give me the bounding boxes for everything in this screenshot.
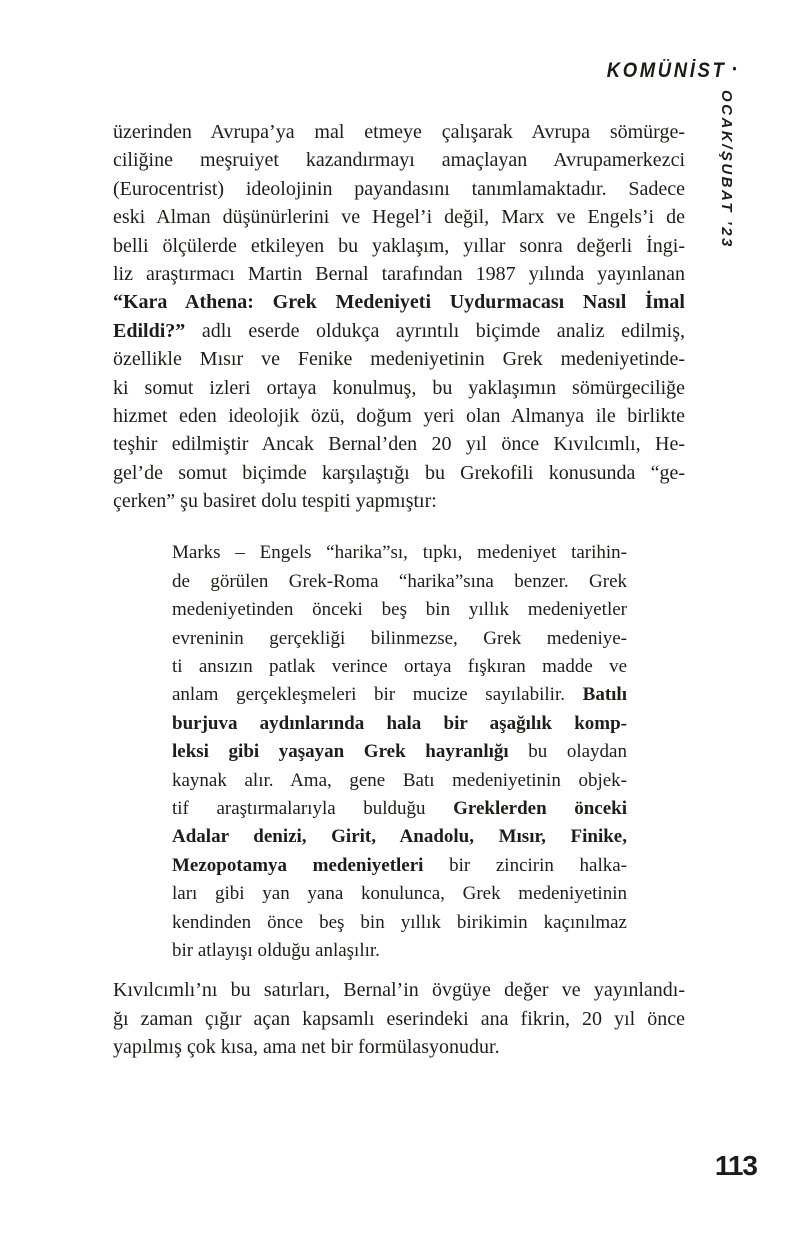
text-line — [172, 795, 627, 823]
text-segment: tif araştırmalarıyla bulduğu — [172, 797, 454, 819]
bold-text-segment: Edildi?” — [113, 319, 186, 342]
text-line — [113, 345, 685, 373]
text-line — [172, 681, 627, 709]
text-line — [172, 738, 627, 766]
text-line — [113, 288, 685, 316]
text-segment: teşhir edilmiştir Ancak Bernal’den 20 yıl önce Kıvılcımlı, He- — [113, 433, 685, 456]
text-line — [172, 625, 627, 653]
issue-date-vertical-label: OCAK/ŞUBAT ’23 — [718, 90, 735, 249]
text-segment: ğı zaman çığır açan kapsamlı eserindeki ana fikrin, 20 yıl önce — [113, 1007, 685, 1030]
text-segment: kendinden önce beş bin yıllık birikimin kaçınılmaz — [172, 911, 627, 933]
text-line — [113, 487, 685, 515]
text-line — [113, 1005, 685, 1033]
bold-text-segment: Batılı — [582, 684, 627, 706]
text-line — [113, 459, 685, 487]
bold-text-segment: burjuva aydınlarında hala bir aşağılık komp- — [172, 712, 627, 734]
text-segment: anlam gerçekleşmeleri bir mucize sayılabilir. — [172, 684, 583, 706]
article-text-column — [113, 118, 685, 1062]
bold-text-segment: Greklerden önceki — [453, 797, 627, 819]
text-segment: ları gibi yan yana konulunca, Grek medeniyetinin — [172, 883, 627, 905]
journal-masthead — [607, 59, 737, 83]
paragraph-container — [113, 118, 685, 1062]
text-line — [172, 710, 627, 738]
text-segment: bir atlayışı olduğu anlaşılır. — [172, 939, 380, 961]
text-line — [113, 146, 685, 174]
text-segment: liz araştırmacı Martin Bernal tarafından 1987 yılında yayınlanan — [113, 262, 685, 285]
text-line — [113, 374, 685, 402]
text-line — [172, 823, 627, 851]
text-segment: yapılmış çok kısa, ama net bir formülasyonudur. — [113, 1036, 500, 1059]
journal-title: KOMÜNİST — [607, 59, 727, 82]
text-line — [113, 232, 685, 260]
text-segment: özellikle Mısır ve Fenike medeniyetinin Grek medeniyetinde- — [113, 348, 685, 371]
text-segment: adlı eserde oldukça ayrıntılı biçimde analiz edilmiş, — [185, 319, 685, 342]
text-segment: medeniyetinden önceki beş bin yıllık medeniyetler — [172, 599, 627, 621]
bullet-separator-icon: • — [732, 61, 737, 76]
opening-paragraph — [113, 118, 685, 515]
text-segment: evreninin gerçekliği bilinmezse, Grek medeniye- — [172, 627, 627, 649]
text-line — [113, 118, 685, 146]
text-segment: çerken” şu basiret dolu tespiti yapmıştır: — [113, 490, 437, 513]
text-line — [172, 653, 627, 681]
text-line — [113, 260, 685, 288]
text-segment: bu olaydan — [508, 741, 627, 763]
text-line — [113, 1033, 685, 1061]
text-line — [172, 539, 627, 567]
bold-text-segment: “Kara Athena: Grek Medeniyeti Uydurmacası Nasıl İmal — [113, 291, 685, 314]
text-line — [172, 568, 627, 596]
text-line — [172, 767, 627, 795]
bold-text-segment: Mezopotamya medeniyetleri — [172, 854, 424, 876]
block-quote — [172, 539, 627, 965]
bold-text-segment: Adalar denizi, Girit, Anadolu, Mısır, Finike, — [172, 826, 627, 848]
text-segment: (Eurocentrist) ideolojinin payandasını tanımlamaktadır. Sadece — [113, 177, 685, 200]
text-line — [172, 909, 627, 937]
text-segment: bir zincirin halka- — [423, 854, 628, 876]
page-number: 113 — [714, 1150, 757, 1181]
text-line — [172, 596, 627, 624]
text-segment: belli ölçülerde etkileyen bu yaklaşım, yıllar sonra değerli İngi- — [113, 234, 685, 257]
text-segment: gel’de somut biçimde karşılaştığı bu Grekofili konusunda “ge- — [113, 461, 685, 484]
text-line — [172, 852, 627, 880]
text-segment: Marks – Engels “harika”sı, tıpkı, medeniyet tarihin- — [172, 542, 627, 564]
text-line — [113, 175, 685, 203]
text-line — [113, 430, 685, 458]
text-line — [172, 937, 627, 965]
text-segment: ciliğine meşruiyet kazandırmayı amaçlayan Avrupamerkezci — [113, 149, 685, 172]
text-segment: üzerinden Avrupa’ya mal etmeye çalışarak Avrupa sömürge- — [113, 121, 685, 143]
text-segment: ti ansızın patlak verince ortaya fışkıran madde ve — [172, 656, 627, 678]
text-segment: de görülen Grek-Roma “harika”sına benzer. Grek — [172, 570, 627, 592]
text-segment: hizmet eden ideolojik özü, doğum yeri olan Almanya ile birlikte — [113, 404, 685, 427]
text-line — [113, 317, 685, 345]
text-line — [113, 976, 685, 1004]
closing-paragraph — [113, 976, 685, 1061]
text-segment: kaynak alır. Ama, gene Batı medeniyetinin objek- — [172, 769, 627, 791]
text-segment: Kıvılcımlı’nı bu satırları, Bernal’in övgüye değer ve yayınlandı- — [113, 979, 685, 1002]
text-segment: eski Alman düşünürlerini ve Hegel’i değil, Marx ve Engels’i de — [113, 206, 685, 229]
text-line — [113, 402, 685, 430]
text-line — [172, 880, 627, 908]
bold-text-segment: leksi gibi yaşayan Grek hayranlığı — [172, 741, 509, 763]
text-line — [113, 203, 685, 231]
text-segment: ki somut izleri ortaya konulmuş, bu yaklaşımın sömürgeciliğe — [113, 376, 685, 399]
